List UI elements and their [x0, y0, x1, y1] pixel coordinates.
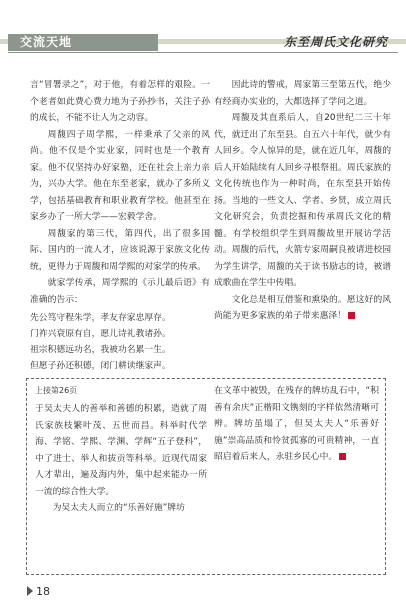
box-right-paragraph-1	[214, 383, 379, 466]
header-rule	[8, 52, 398, 53]
page-number	[27, 585, 50, 598]
continued-article-box	[26, 378, 386, 575]
left-column	[30, 77, 210, 374]
box-right-paragraph-1-text: 在文革中被毁，在残存的牌坊乱石中，“积善有余庆”正楷阳文镌刻的字样依然清晰可辨。牌坊虽塌了，但吴太夫人“乐善好施”崇高品质和怜贫孤寡的可贵精神，一直昭启着后来人，永驻乡民心中。	[214, 386, 379, 462]
right-paragraph-1: 因此诗的警戒，周家第三至第五代，绝少有经商办实业的，大都选择了学问之道。	[214, 80, 391, 107]
right-paragraph-3-text: 文化总是相互借鉴和熏染的。愿这好的风尚能为更多家族的弟子带来惠泽！	[214, 294, 391, 321]
box-right-column	[214, 383, 379, 466]
poem-line: 但愿子孙还积德，闭门耕读继家声。	[30, 361, 171, 371]
right-column	[214, 77, 391, 325]
poem-line: 先公笃守程朱学，孝友存家忠厚存。	[30, 313, 171, 323]
left-paragraph-2: 周馥四子周学熙，一样秉承了父亲的风尚。他不仅是个实业家，同时也是一个教育家。他不仅坚持办好家塾，还在社会上亲力亲为，兴办大学。他在东至老家，就办了多所义学，包括基础教育和职业教育学校。他甚至在家乡办了一所大学——宏毅学舍。	[30, 129, 210, 222]
section-tag: 交流天地	[8, 34, 158, 51]
poem-line: 祖宗积德远功名，我被功名累一生。	[30, 345, 171, 355]
box-left-column	[35, 401, 207, 517]
page-number-text: 18	[36, 585, 50, 598]
journal-title: 东至周氏文化研究	[283, 35, 388, 49]
box-left-paragraph-1: 于吴太夫人的善举和善德的积累，造就了周氏家族枝繁叶茂、五世而昌。科举时代学海、学铭、学熙、学渊、学辉“五子登科”，中了进士、举人和拔贡等科举。近现代周家人才辈出，遍及海内外，集中起来能办一所一流的综合性大学。	[35, 404, 207, 497]
left-paragraph-1: 言“冒署录之”，对于他，有着怎样的艰险。一个老者如此费心费力地为子孙抄书，关注子孙的成长，不能不让人为之动容。	[30, 80, 210, 123]
left-paragraph-4: 就家学传承，周学熙的《示儿最后语》有准确的告示：	[30, 278, 210, 305]
right-paragraph-2: 周馥及其直系后人，自20世纪二三十年代，就迁出了东至县。自五六十年代，就少有人回乡。令人惊异的是，就在近几年，周馥的后人开始陆续有人回乡寻根祭祖。周氏家族的文化传统也作为一种时尚，在东至县开始传扬。当地的一些文人、学者、乡贤，成立周氏文化研究会，负责挖掘和传承周氏文化的精髓。有学校组织学生到周馥故里开展访学活动。周馥的后代，火箭专家周嗣良被请进校园为学生讲学，周馥的关于读书励志的诗，被谱成歌曲在学生中传唱。	[214, 113, 391, 288]
left-paragraph-3: 周馥家的第三代，第四代，出了很多国际、国内的一流人才，应该说源于家族文化传统，更得力于周馥和周学熙的对家学的传承。	[30, 228, 210, 272]
page-arrow-icon	[27, 586, 33, 596]
right-paragraph-3	[214, 292, 391, 325]
end-mark-icon	[348, 312, 355, 319]
page-header	[0, 0, 406, 66]
poem	[30, 310, 210, 374]
continued-from-label: 上接第26页	[35, 386, 78, 395]
box-left-paragraph-2: 为吴太夫人而立的“乐善好施”牌坊	[52, 503, 185, 513]
poem-line: 门祚兴衰原有自，愿儿诗礼教诸孙。	[30, 329, 171, 339]
end-mark-icon	[339, 453, 346, 460]
